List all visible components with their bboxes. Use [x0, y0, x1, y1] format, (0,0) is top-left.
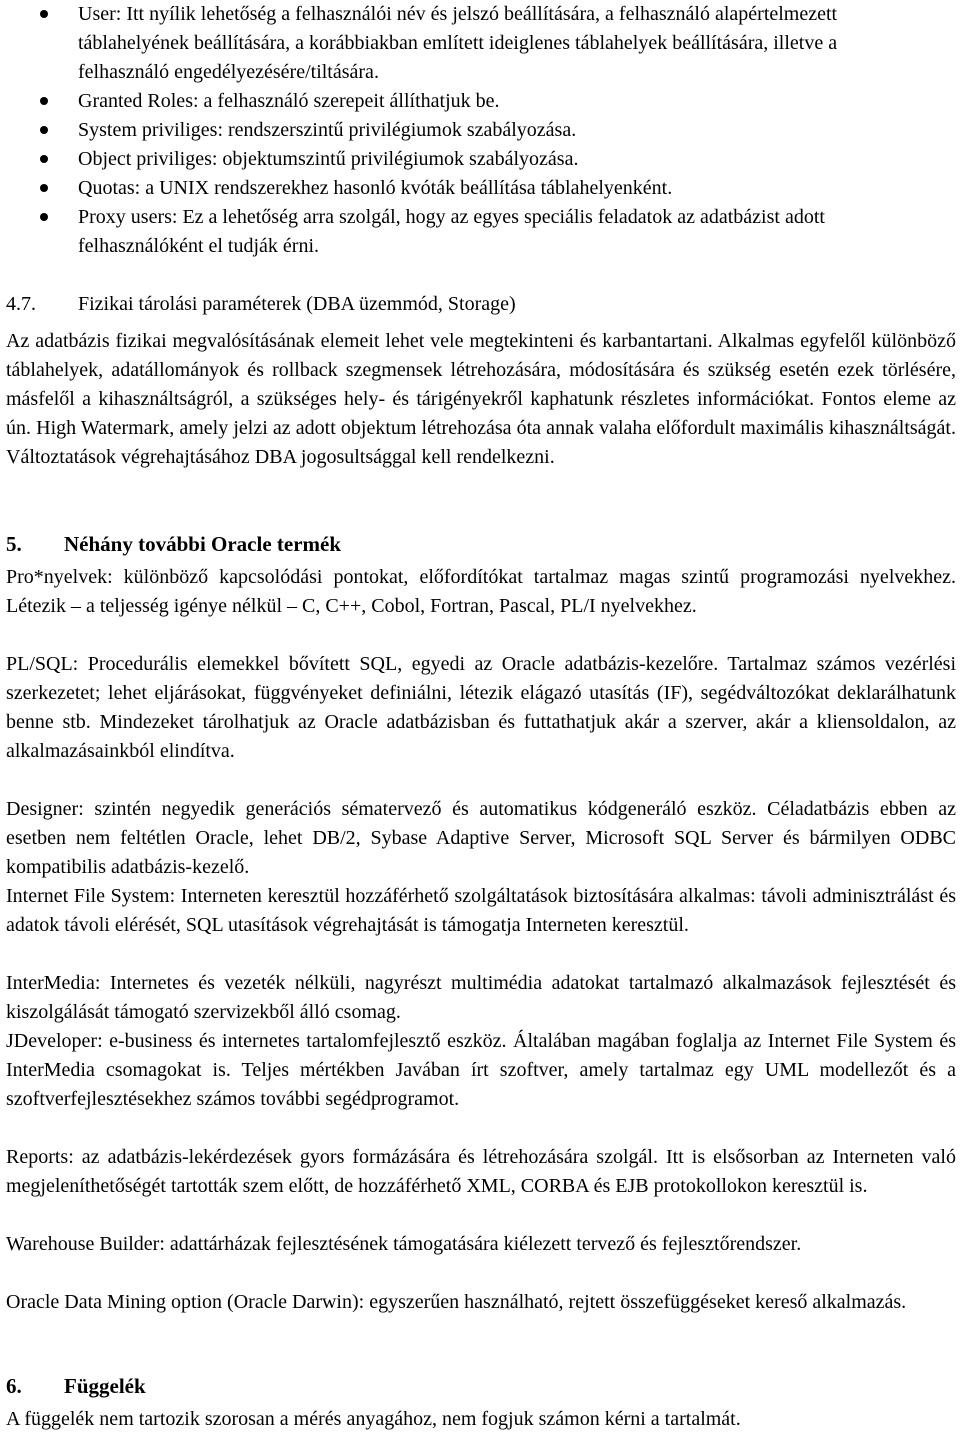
paragraph-internet-file-system: Internet File System: Interneten keresztül hozzáférhető szolgáltatások biztosítására alkalmas: távoli adminisztrálást és adatok távoli elérését, SQL utasítások végrehajtását is támogatja Interneten keresztül.: [6, 885, 956, 936]
paragraph-intermedia: InterMedia: Internetes és vezeték nélküli, nagyrészt multimédia adatokat tartalmazó alkalmazások fejlesztését és kiszolgálását támogató szervizekből álló csomag.: [6, 972, 956, 1023]
section-title: Néhány további Oracle termék: [64, 532, 342, 556]
paragraph-warehouse-builder: Warehouse Builder: adattárházak fejlesztésének támogatására kiélezett tervező és fejlesztőrendszer.: [6, 1233, 802, 1255]
bullet-list: [0, 0, 960, 261]
paragraph-designer: Designer: szintén negyedik generációs sématervező és automatikus kódgeneráló eszköz. Céladatbázis ebben az esetben nem feltétlen Oracle, lehet DB/2, Sybase Adaptive Server, Microsoft SQL Server és bármilyen ODBC kompatibilis adatbázis-kezelő.: [6, 798, 956, 878]
list-item-text: System priviliges: rendszerszintű privilégiumok szabályozása.: [78, 119, 577, 141]
list-item-text: User: Itt nyílik lehetőség a felhasználói név és jelszó beállítására, a felhasználó alapértelmezett táblahelyének beállítására, a korábbiakban említett ideiglenes táblahelyek beállítására, illetve a felhasználó engedélyezésére/tiltására.: [78, 3, 838, 83]
bullet-icon: [40, 97, 48, 105]
paragraph-reports: Reports: az adatbázis-lekérdezések gyors formázására és létrehozására szolgál. Itt is elsősorban az Interneten való megjeleníthetőségét tartották szem előtt, de hozzáférhető XML, CORBA és EJB protokollokon keresztül is.: [6, 1146, 956, 1197]
section-6-body: A függelék nem tartozik szorosan a mérés anyagához, nem fogjuk számon kérni a tartalmát.: [6, 1408, 741, 1430]
paragraph-pro-languages: Pro*nyelvek: különböző kapcsolódási pontokat, előfordítókat tartalmaz magas szintű programozási nyelvekhez. Létezik – a teljesség igénye nélkül – C, C++, Cobol, Fortran, Pascal, PL/I nyelvekhez.: [6, 566, 956, 617]
list-item: [0, 0, 960, 87]
list-item-text: Object priviliges: objektumszintű privilégiumok szabályozása.: [78, 148, 579, 170]
paragraph-jdeveloper: JDeveloper: e-business és internetes tartalomfejlesztő eszköz. Általában magában foglalja az Internet File System és InterMedia csomagokat is. Teljes mértékben Javában írt szoftver, amely tartalmaz egy UML modellezőt és a szoftverfejlesztésekhez számos további segédprogramot.: [6, 1030, 956, 1110]
list-item: [0, 174, 960, 203]
section-6-heading: [6, 1372, 146, 1401]
section-number: 4.7.: [6, 293, 36, 315]
section-number: 5.: [6, 532, 22, 556]
list-item-text: Proxy users: Ez a lehetőség arra szolgál, hogy az egyes speciális feladatok az adatbázist adott felhasználóként el tudják érni.: [78, 206, 825, 257]
list-item: [0, 203, 960, 261]
section-title: Függelék: [64, 1374, 146, 1398]
list-item: [0, 87, 960, 116]
bullet-icon: [40, 213, 48, 221]
list-item: [0, 145, 960, 174]
section-4-7-heading: [6, 290, 516, 319]
bullet-icon: [40, 184, 48, 192]
bullet-icon: [40, 10, 48, 18]
section-4-7-body: Az adatbázis fizikai megvalósításának elemeit lehet vele megtekinteni és karbantartani. Alkalmas egyfelől különböző táblahelyek, adatállományok és rollback szegmensek létrehozására, módosítására és szükség esetén ezek törlésére, másfelől a kihasználtságról, a szükséges hely- és tárigényekről kaphatunk részletes információkat. Fontos eleme az ún. High Watermark, amely jelzi az adott objektum létrehozása óta annak valaha előfordult maximális kihasználtságát. Változtatások végrehajtásához DBA jogosultsággal kell rendelkezni.: [6, 330, 956, 468]
bullet-icon: [40, 155, 48, 163]
paragraph-data-mining: Oracle Data Mining option (Oracle Darwin): egyszerűen használható, rejtett összefüggéseket kereső alkalmazás.: [6, 1291, 907, 1313]
paragraph-plsql: PL/SQL: Procedurális elemekkel bővített SQL, egyedi az Oracle adatbázis-kezelőre. Tartalmaz számos vezérlési szerkezetet; lehet eljárásokat, függvényeket definiálni, létezik elágazó utasítás (IF), segédváltozókat deklarálhatunk benne stb. Mindezeket tárolhatjuk az Oracle adatbázisban és futtathatjuk akár a szerver, akár a kliensoldalon, az alkalmazásainkból elindítva.: [6, 653, 956, 762]
section-title: Fizikai tárolási paraméterek (DBA üzemmód, Storage): [78, 293, 516, 315]
bullet-icon: [40, 126, 48, 134]
list-item-text: Granted Roles: a felhasználó szerepeit állíthatjuk be.: [78, 90, 500, 112]
section-number: 6.: [6, 1374, 22, 1398]
section-5-heading: [6, 530, 341, 559]
list-item-text: Quotas: a UNIX rendszerekhez hasonló kvóták beállítása táblahelyenként.: [78, 177, 673, 199]
list-item: [0, 116, 960, 145]
